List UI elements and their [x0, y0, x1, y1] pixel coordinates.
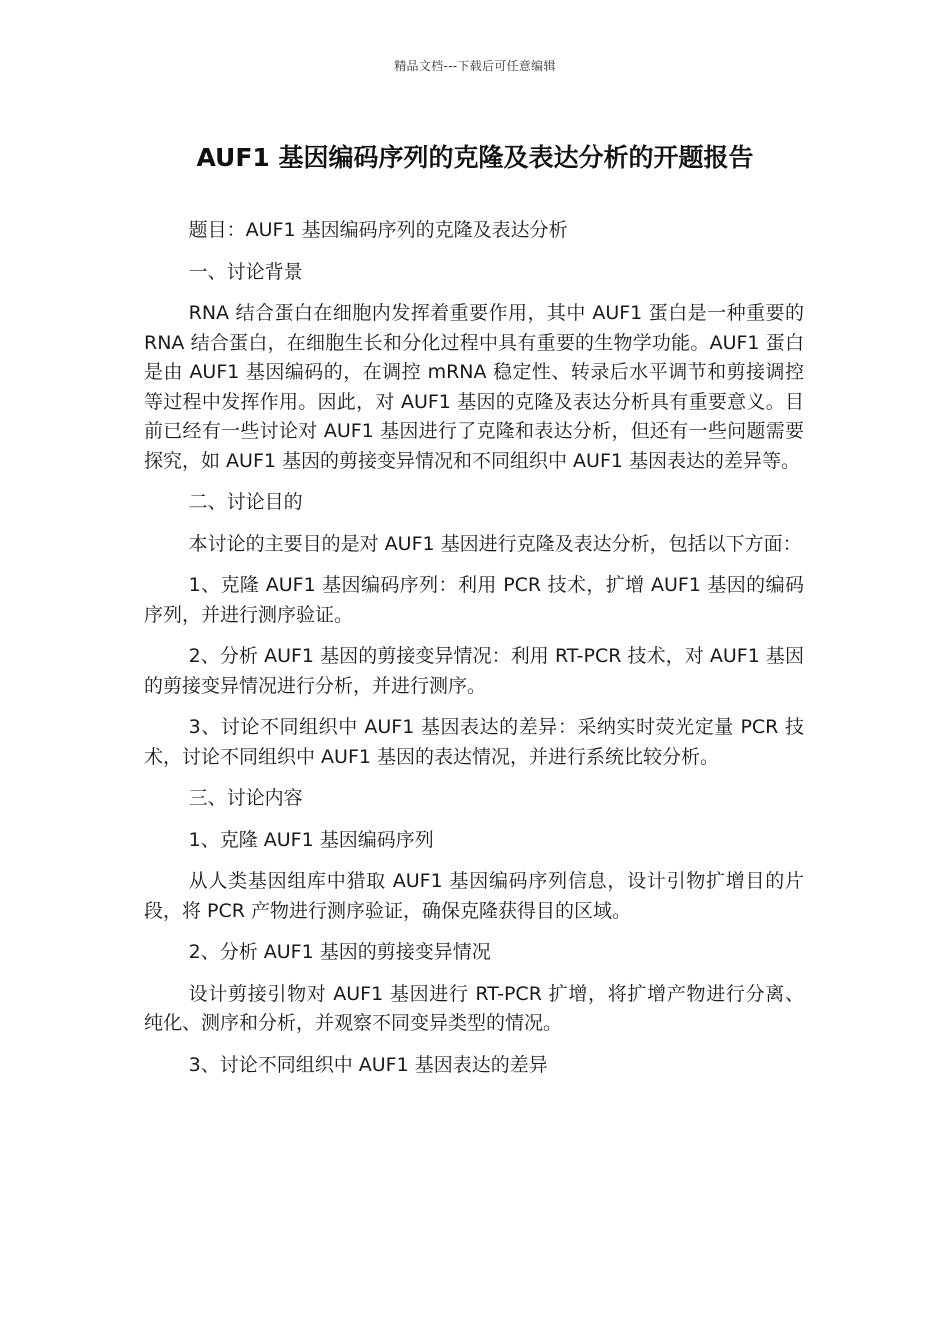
document-body — [144, 216, 804, 1092]
section-heading-purpose: 二、讨论目的 — [188, 491, 303, 513]
document-title: AUF1 基因编码序列的克隆及表达分析的开题报告 — [196, 143, 754, 172]
purpose-item-1: 1、克隆 AUF1 基因编码序列：利用 PCR 技术，扩增 AUF1 基因的编码序列，并进行测序验证。 — [144, 574, 804, 626]
page-header: 精品文档---下载后可任意编辑 — [394, 59, 556, 73]
purpose-item-2: 2、分析 AUF1 基因的剪接变异情况：利用 RT-PCR 技术，对 AUF1 基因的剪接变异情况进行分析，并进行测序。 — [144, 645, 804, 697]
content-subheading-3: 3、讨论不同组织中 AUF1 基因表达的差异 — [188, 1053, 548, 1076]
content-subheading-2: 2、分析 AUF1 基因的剪接变异情况 — [188, 941, 491, 963]
content-paragraph-1: 从人类基因组库中猎取 AUF1 基因编码序列信息，设计引物扩增目的片段，将 PCR 产物进行测序验证，确保克隆获得目的区域。 — [144, 870, 804, 922]
content-subheading-1: 1、克隆 AUF1 基因编码序列 — [188, 828, 434, 851]
paragraph-purpose-intro: 本讨论的主要目的是对 AUF1 基因进行克隆及表达分析，包括以下方面： — [188, 532, 802, 555]
purpose-item-3: 3、讨论不同组织中 AUF1 基因表达的差异：采纳实时荧光定量 PCR 技术，讨论不同组织中 AUF1 基因的表达情况，并进行系统比较分析。 — [144, 716, 804, 768]
paragraph-background: RNA 结合蛋白在细胞内发挥着重要作用，其中 AUF1 蛋白是一种重要的 RNA 结合蛋白，在细胞生长和分化过程中具有重要的生物学功能。AUF1 蛋白是由 AUF1 基因编码的，在调控 mRNA 稳定性、转录后水平调节和剪接调控等过程中发挥作用。因此，对 AUF1 基因的克隆及表达分析具有重要意义。目前已经有一些讨论对 AUF1 基因进行了克隆和表达分析，但还有一些问题需要探究，如 AUF1 基因的剪接变异情况和不同组织中 AUF1 基因表达的差异等。 — [144, 302, 804, 472]
section-heading-content: 三、讨论内容 — [188, 787, 303, 809]
content-paragraph-2: 设计剪接引物对 AUF1 基因进行 RT-PCR 扩增，将扩增产物进行分离、纯化、测序和分析，并观察不同变异类型的情况。 — [144, 982, 804, 1034]
topic-line: 题目：AUF1 基因编码序列的克隆及表达分析 — [188, 219, 568, 241]
section-heading-background: 一、讨论背景 — [188, 260, 303, 283]
